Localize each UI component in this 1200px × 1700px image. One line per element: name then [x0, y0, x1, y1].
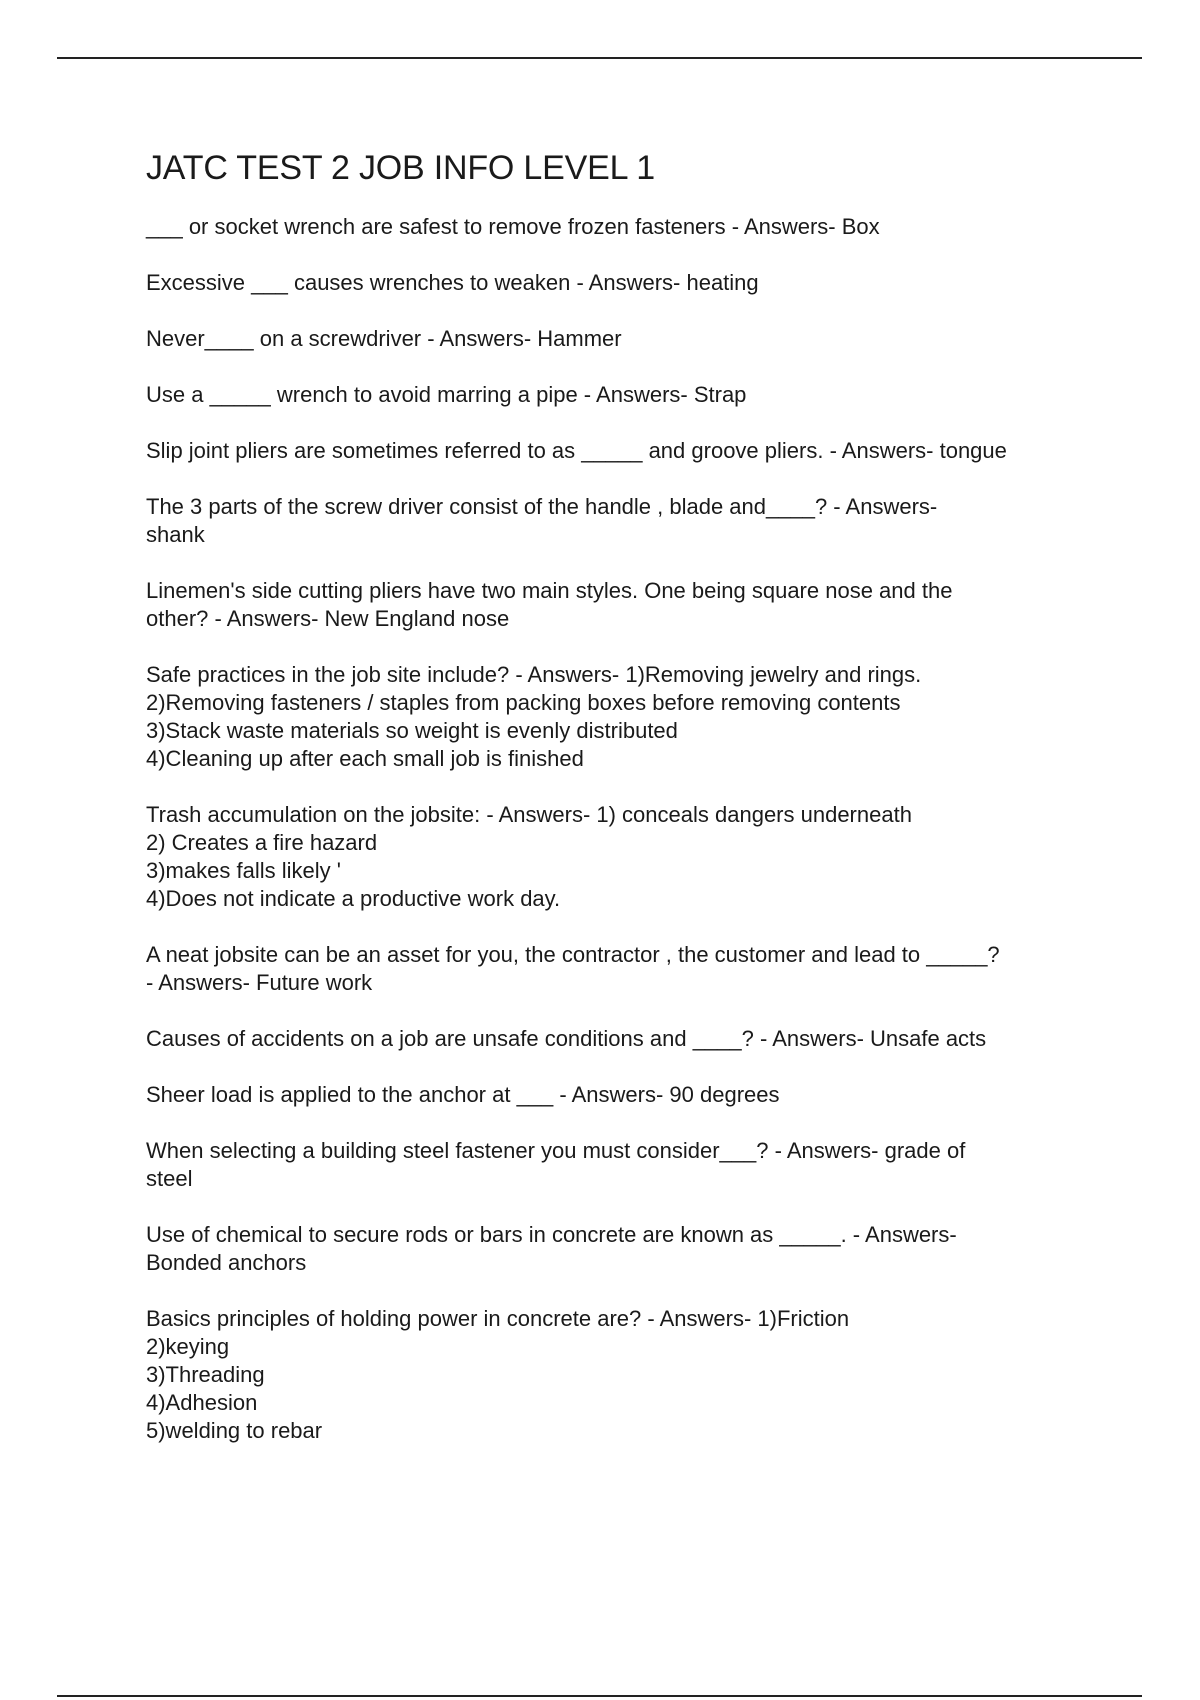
qa-item: Sheer load is applied to the anchor at ___ - Answers- 90 degrees	[146, 1082, 780, 1107]
bottom-rule	[57, 1695, 1142, 1697]
qa-item: Linemen's side cutting pliers have two main styles. One being square nose and the other? - Answers- New England nose	[146, 578, 953, 631]
document-title: JATC TEST 2 JOB INFO LEVEL 1	[146, 149, 655, 187]
qa-item: Slip joint pliers are sometimes referred to as _____ and groove pliers. - Answers- tongue	[146, 438, 1007, 463]
qa-item: Never____ on a screwdriver - Answers- Hammer	[146, 326, 622, 351]
qa-item: Use a _____ wrench to avoid marring a pipe - Answers- Strap	[146, 382, 747, 407]
qa-item: Use of chemical to secure rods or bars in concrete are known as _____. - Answers- Bonded anchors	[146, 1222, 957, 1275]
top-rule	[57, 57, 1142, 59]
qa-item: Safe practices in the job site include? - Answers- 1)Removing jewelry and rings. 2)Removing fasteners / staples from packing boxes before removing contents 3)Stack waste materials so weight is evenly distributed 4)Cleaning up after each small job is finished	[146, 662, 922, 771]
qa-item: The 3 parts of the screw driver consist of the handle , blade and____? - Answers- shank	[146, 494, 938, 547]
qa-item: ___ or socket wrench are safest to remove frozen fasteners - Answers- Box	[146, 214, 880, 239]
qa-item: Trash accumulation on the jobsite: - Answers- 1) conceals dangers underneath 2) Creates a fire hazard 3)makes falls likely ' 4)Does not indicate a productive work day.	[146, 802, 912, 911]
qa-item: A neat jobsite can be an asset for you, the contractor , the customer and lead to _____? - Answers- Future work	[146, 942, 1000, 995]
document-body	[146, 148, 1091, 1473]
qa-item: Excessive ___ causes wrenches to weaken - Answers- heating	[146, 270, 759, 295]
qa-item: Causes of accidents on a job are unsafe conditions and ____? - Answers- Unsafe acts	[146, 1026, 987, 1051]
qa-item: Basics principles of holding power in concrete are? - Answers- 1)Friction 2)keying 3)Threading 4)Adhesion 5)welding to rebar	[146, 1306, 850, 1443]
qa-item: When selecting a building steel fastener you must consider___? - Answers- grade of steel	[146, 1138, 966, 1191]
